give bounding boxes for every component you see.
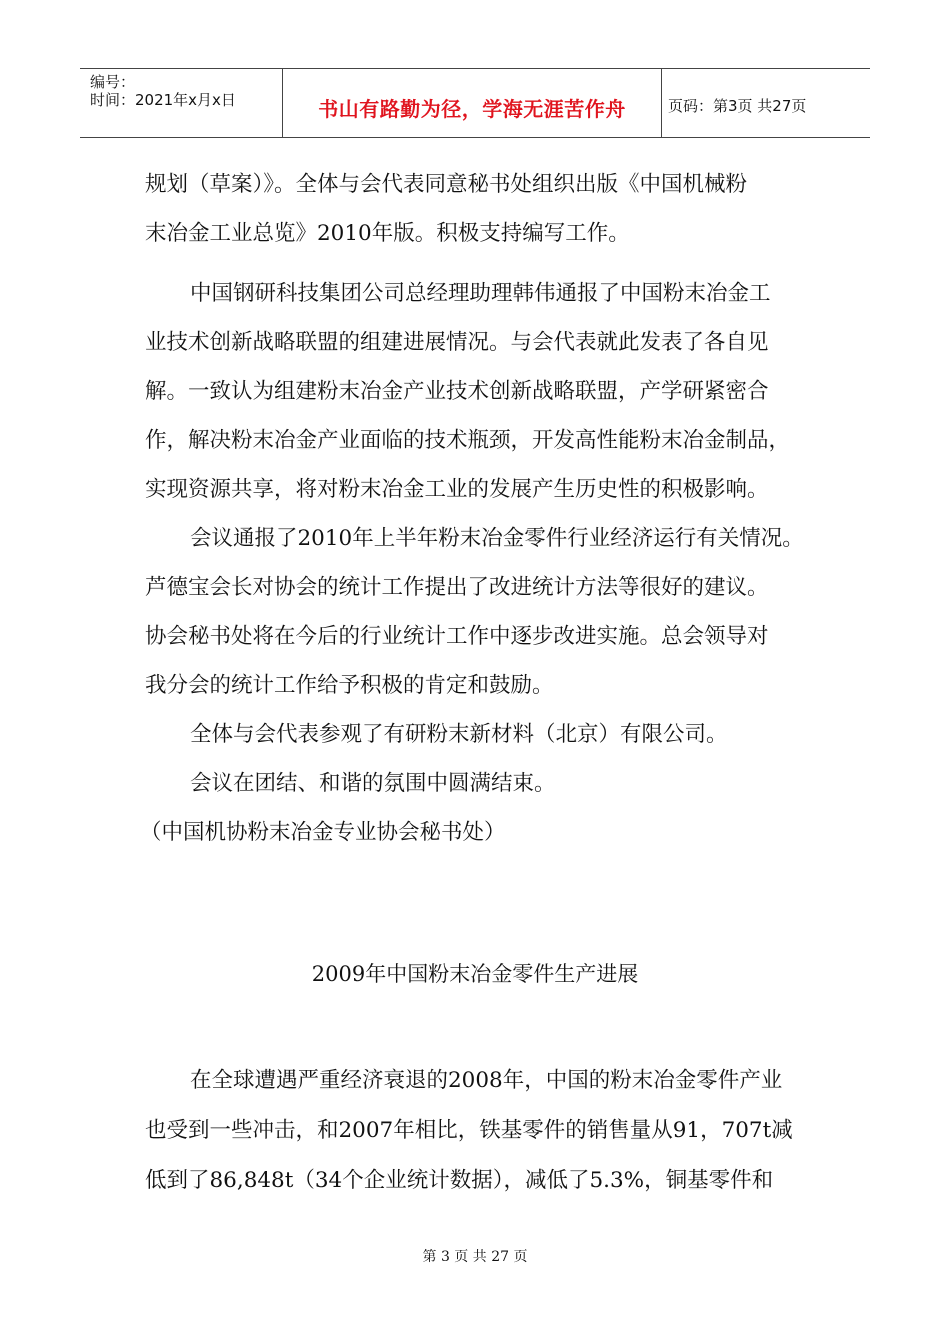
body-line: 会议通报了2010年上半年粉末冶金零件行业经济运行有关情况。 [190,526,804,551]
body-line: 低到了86,848t（34个企业统计数据），减低了5.3%，铜基零件和 [145,1168,774,1193]
body-line: 全体与会代表参观了有研粉末新材料（北京）有限公司。 [190,722,728,747]
page-header [80,68,870,138]
header-motto: 书山有路勤为径，学海无涯苦作舟 [318,97,626,121]
body-line: 会议在团结、和谐的氛围中圆满结束。 [190,771,556,796]
body-line: 解。一致认为组建粉末冶金产业技术创新战略联盟，产学研紧密合 [145,379,769,404]
body-line: 末冶金工业总览》2010年版。积极支持编写工作。 [145,221,630,246]
body-line: 规划（草案）》。全体与会代表同意秘书处组织出版《中国机械粉 [145,172,748,197]
body-line: 也受到一些冲击，和2007年相比，铁基零件的销售量从91，707t减 [145,1118,793,1143]
header-page-cell [660,69,870,137]
section-title: 2009年中国粉末冶金零件生产进展 [311,962,639,986]
body-line: 业技术创新战略联盟的组建进展情况。与会代表就此发表了各自见 [145,330,769,355]
body-line: 我分会的统计工作给予积极的肯定和鼓励。 [145,673,554,698]
body-line: 作，解决粉末冶金产业面临的技术瓶颈，开发高性能粉末冶金制品， [145,428,791,453]
document-number-label: 编号： [90,73,136,91]
body-line: 芦德宝会长对协会的统计工作提出了改进统计方法等很好的建议。 [145,575,769,600]
header-page-info: 页码：第3页 共27页 [668,97,807,115]
header-meta-cell [80,69,282,137]
header-motto-cell [282,69,662,137]
body-line: （中国机协粉末冶金专业协会秘书处） [140,820,506,845]
body-line: 协会秘书处将在今后的行业统计工作中逐步改进实施。总会领导对 [145,624,769,649]
body-line: 中国钢研科技集团公司总经理助理韩伟通报了中国粉末冶金工 [190,281,771,306]
body-line: 在全球遭遇严重经济衰退的2008年，中国的粉末冶金零件产业 [190,1068,783,1093]
document-date-label: 时间：2021年x月x日 [90,91,236,109]
page-footer: 第 3 页 共 27 页 [422,1249,528,1265]
body-line: 实现资源共享，将对粉末冶金工业的发展产生历史性的积极影响。 [145,477,769,502]
